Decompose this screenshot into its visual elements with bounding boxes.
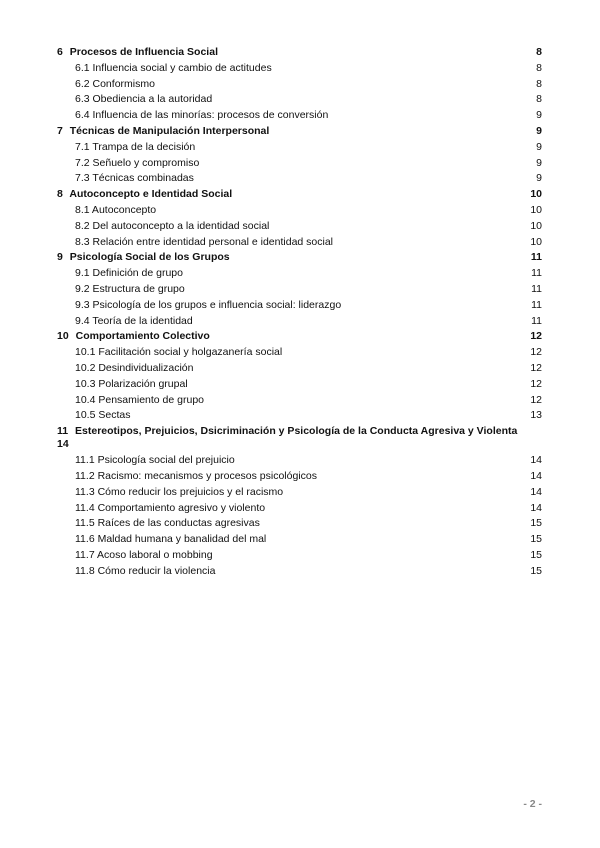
toc-entry-7-1[interactable] <box>57 140 542 156</box>
toc-entry-8-3[interactable] <box>57 235 542 251</box>
toc-chapter-title: 7 Técnicas de Manipulación Interpersonal <box>57 124 270 137</box>
toc-entry-title: 6.4 Influencia de las minorías: procesos de conversión <box>75 109 329 122</box>
toc-page-number: 12 <box>530 377 542 390</box>
toc-entry-title: 6.1 Influencia social y cambio de actitudes <box>75 61 272 74</box>
toc-page-number: 11 <box>530 251 542 264</box>
toc-page-number: 9 <box>536 140 542 153</box>
toc-page-number: 11 <box>531 298 542 311</box>
toc-entry-title: 8.2 Del autoconcepto a la identidad social <box>75 219 270 232</box>
toc-entry-title: 11.2 Racismo: mecanismos y procesos psicológicos <box>75 469 317 482</box>
toc-page-number: 10 <box>530 235 542 248</box>
toc-page-number: 9 <box>536 109 542 122</box>
toc-page-number: 15 <box>530 564 542 577</box>
toc-chapter-title: 11 Estereotipos, Prejuicios, Dsicriminación y Psicología de la Conducta Agresiva y Violenta <box>57 425 518 438</box>
toc-entry-8-1[interactable] <box>57 203 542 219</box>
toc-entry-8-2[interactable] <box>57 219 542 235</box>
toc-entry-title: 9.4 Teoría de la identidad <box>75 314 193 327</box>
toc-entry-title: 10.1 Facilitación social y holgazanería social <box>75 346 283 359</box>
toc-entry-title: 11.5 Raíces de las conductas agresivas <box>75 517 260 530</box>
toc-entry-title: 11.4 Comportamiento agresivo y violento <box>75 501 266 514</box>
toc-entry-10-2[interactable] <box>57 361 542 377</box>
toc-entry-title: 11.3 Cómo reducir los prejuicios y el racismo <box>75 485 284 498</box>
toc-entry-11-7[interactable] <box>57 548 542 564</box>
toc-page-number: 10 <box>530 219 542 232</box>
toc-entry-11-8[interactable] <box>57 564 542 580</box>
toc-entry-title: 10.4 Pensamiento de grupo <box>75 393 205 406</box>
toc-page-number: 14 <box>530 469 542 482</box>
toc-entry-11-6[interactable] <box>57 532 542 548</box>
toc-chapter-7[interactable] <box>57 124 542 140</box>
toc-entry-title: 7.1 Trampa de la decisión <box>75 140 196 153</box>
toc-chapter-6[interactable] <box>57 45 542 61</box>
toc-page-number: 9 <box>536 156 542 169</box>
toc-page-number: 8 <box>536 77 542 90</box>
toc-page-number: 11 <box>531 267 542 280</box>
toc-chapter-10[interactable] <box>57 329 542 345</box>
toc-page-number: 15 <box>530 533 542 546</box>
toc-page-number: 8 <box>536 46 542 58</box>
toc-chapter-title: 6 Procesos de Influencia Social <box>57 46 218 58</box>
toc-entry-title: 7.2 Señuelo y compromiso <box>75 156 200 169</box>
toc-chapter-title: 9 Psicología Social de los Grupos <box>57 251 230 264</box>
toc-page-number: 11 <box>531 282 542 295</box>
toc-entry-11-3[interactable] <box>57 485 542 501</box>
toc-page-number: 14 <box>530 485 542 498</box>
toc-page-number: 12 <box>530 330 542 343</box>
toc-page-number: 8 <box>536 93 542 106</box>
toc-page-number: 12 <box>530 393 542 406</box>
page-number-footer: - 2 - <box>523 798 542 810</box>
toc-entry-9-2[interactable] <box>57 282 542 298</box>
toc-page-number: 13 <box>530 409 542 422</box>
toc-entry-title: 9.1 Definición de grupo <box>75 267 183 280</box>
toc-entry-title: 10.3 Polarización grupal <box>75 377 188 390</box>
toc-page-number: 12 <box>530 361 542 374</box>
toc-chapter-title: 10 Comportamiento Colectivo <box>57 330 210 343</box>
toc-page-number: 9 <box>536 172 542 185</box>
toc-page-number: 14 <box>530 454 542 467</box>
toc-entry-9-4[interactable] <box>57 314 542 330</box>
toc-entry-10-1[interactable] <box>57 345 542 361</box>
toc-entry-6-1[interactable] <box>57 61 542 77</box>
toc-entry-10-4[interactable] <box>57 393 542 409</box>
toc-entry-title: 11.1 Psicología social del prejuicio <box>75 454 235 467</box>
toc-entry-title: 10.5 Sectas <box>75 409 131 422</box>
table-of-contents <box>57 45 542 580</box>
toc-entry-6-4[interactable] <box>57 108 542 124</box>
toc-entry-11-5[interactable] <box>57 516 542 532</box>
toc-entry-title: 11.6 Maldad humana y banalidad del mal <box>75 533 267 546</box>
toc-entry-title: 11.8 Cómo reducir la violencia <box>75 564 216 577</box>
toc-entry-10-5[interactable] <box>57 408 542 424</box>
toc-page-number: 10 <box>530 203 542 216</box>
toc-chapter-title: 8 Autoconcepto e Identidad Social <box>57 188 233 201</box>
toc-entry-title: 10.2 Desindividualización <box>75 361 194 374</box>
toc-entry-6-3[interactable] <box>57 92 542 108</box>
toc-page-number: 12 <box>530 346 542 359</box>
toc-entry-11-1[interactable] <box>57 453 542 469</box>
toc-entry-10-3[interactable] <box>57 377 542 393</box>
toc-entry-title: 8.3 Relación entre identidad personal e identidad social <box>75 235 334 248</box>
toc-page-number: 14 <box>57 438 69 451</box>
toc-entry-7-3[interactable] <box>57 171 542 187</box>
toc-entry-title: 6.2 Conformismo <box>75 77 155 90</box>
toc-entry-title: 9.2 Estructura de grupo <box>75 282 185 295</box>
toc-entry-11-4[interactable] <box>57 501 542 517</box>
toc-chapter-9[interactable] <box>57 250 542 266</box>
toc-page-number: 15 <box>530 517 542 530</box>
toc-chapter-11[interactable] <box>57 425 542 451</box>
toc-page-number: 11 <box>531 314 542 327</box>
toc-entry-title: 9.3 Psicología de los grupos e influencia social: liderazgo <box>75 298 342 311</box>
toc-chapter-8[interactable] <box>57 187 542 203</box>
toc-entry-9-3[interactable] <box>57 298 542 314</box>
toc-entry-title: 11.7 Acoso laboral o mobbing <box>75 548 213 561</box>
toc-entry-title: 7.3 Técnicas combinadas <box>75 172 194 185</box>
toc-page-number: 14 <box>530 501 542 514</box>
toc-entry-title: 6.3 Obediencia a la autoridad <box>75 93 213 106</box>
toc-page-number: 10 <box>530 188 542 201</box>
toc-entry-7-2[interactable] <box>57 156 542 172</box>
toc-page-number: 8 <box>536 61 542 74</box>
toc-entry-6-2[interactable] <box>57 77 542 93</box>
toc-page-number: 9 <box>536 124 542 137</box>
toc-entry-title: 8.1 Autoconcepto <box>75 203 157 216</box>
toc-page-number: 15 <box>530 548 542 561</box>
toc-entry-11-2[interactable] <box>57 469 542 485</box>
toc-entry-9-1[interactable] <box>57 266 542 282</box>
